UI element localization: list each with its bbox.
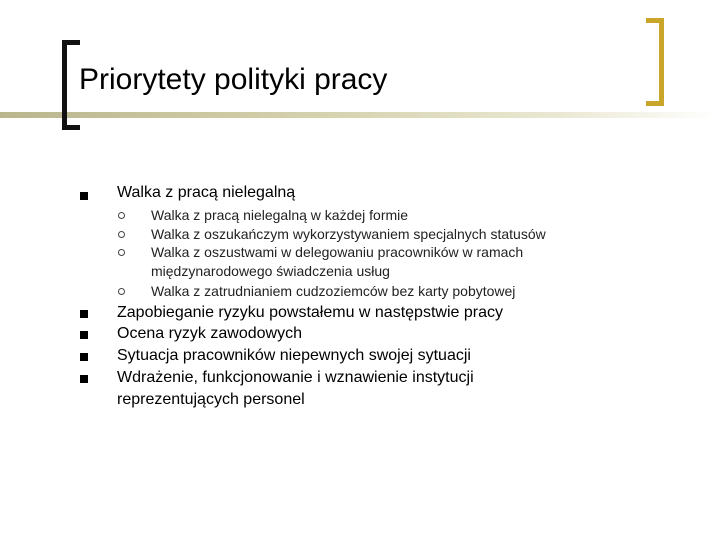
bullet-text-continuation: reprezentujących personel — [117, 391, 305, 408]
bullet-text: Zapobieganie ryzyku powstałemu w następstwie pracy — [117, 304, 503, 321]
subbullet-text: Walka z zatrudnianiem cudzoziemców bez karty pobytowej — [151, 283, 516, 299]
square-bullet-icon — [80, 310, 88, 318]
square-bullet-icon — [80, 331, 88, 339]
circle-bullet-icon — [118, 249, 125, 256]
subbullet-text: Walka z pracą nielegalną w każdej formie — [151, 207, 409, 223]
bullet-text: Sytuacja pracowników niepewnych swojej sytuacji — [117, 347, 471, 364]
square-bullet-icon — [80, 192, 88, 200]
bullet-text: Ocena ryzyk zawodowych — [117, 325, 302, 342]
slide-title: Priorytety polityki pracy — [79, 63, 388, 96]
circle-bullet-icon — [118, 231, 125, 238]
square-bullet-icon — [80, 375, 88, 383]
square-bullet-icon — [80, 353, 88, 361]
bullet-text: Wdrażenie, funkcjonowanie i wznawienie instytucji — [117, 369, 474, 386]
subbullet-text: Walka z oszustwami w delegowaniu pracowników w ramach — [151, 244, 524, 260]
circle-bullet-icon — [118, 212, 125, 219]
bullet-text: Walka z pracą nielegalną — [117, 184, 296, 201]
subbullet-text: Walka z oszukańczym wykorzystywaniem specjalnych statusów — [151, 226, 546, 242]
subbullet-text-continuation: międzynarodowego świadczenia usług — [151, 263, 390, 279]
circle-bullet-icon — [118, 288, 125, 295]
